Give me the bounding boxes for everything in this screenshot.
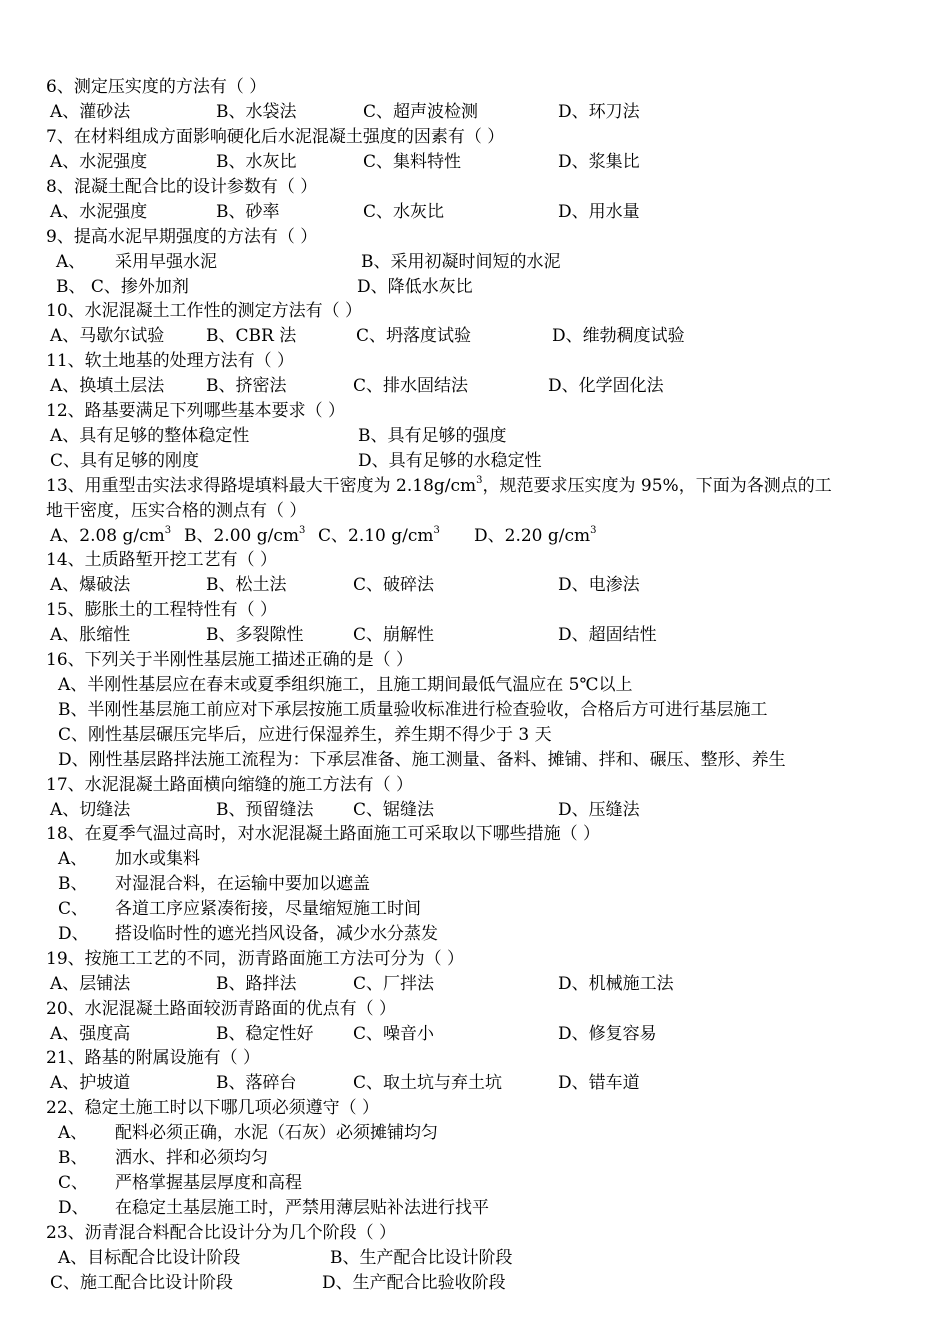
option-b: B、水袋法 <box>216 102 297 122</box>
option-text: A、2.08 g/cm <box>50 526 165 546</box>
question-stem: 18、在夏季气温过高时，对水泥混凝土路面施工可采取以下哪些措施（ ） <box>46 824 601 844</box>
option-d: D、生产配合比验收阶段 <box>322 1273 506 1293</box>
option-b: B、路拌法 <box>216 974 297 994</box>
option-a <box>50 524 171 548</box>
option-b: B、具有足够的强度 <box>358 426 507 446</box>
question-stem: 14、土质路堑开挖工艺有（ ） <box>46 550 278 570</box>
option-a-label: A、 <box>58 849 88 869</box>
option-a: A、胀缩性 <box>50 625 131 645</box>
option-a-text: 采用早强水泥 <box>115 252 217 272</box>
option-a: A、目标配合比设计阶段 <box>58 1248 241 1268</box>
question-stem-continued: 地干密度，压实合格的测点有（ ） <box>46 501 307 521</box>
question-stem: 17、水泥混凝土路面横向缩缝的施工方法有（ ） <box>46 775 414 795</box>
option-a: A、半刚性基层应在春末或夏季组织施工，且施工期间最低气温应在 5℃以上 <box>58 675 633 695</box>
option-c: C、超声波检测 <box>363 102 479 122</box>
option-a: A、换填土层法 <box>50 376 165 396</box>
question-stem: 22、稳定土施工时以下哪几项必须遵守（ ） <box>46 1098 380 1118</box>
option-b: B、水灰比 <box>216 152 297 172</box>
question-stem <box>46 474 832 498</box>
option-c: C、破碎法 <box>353 575 435 595</box>
question-stem: 16、下列关于半刚性基层施工描述正确的是（ ） <box>46 650 414 670</box>
option-c-text: 各道工序应紧凑衔接，尽量缩短施工时间 <box>115 899 421 919</box>
option-c: C、崩解性 <box>353 625 435 645</box>
option-d: D、降低水灰比 <box>357 277 473 297</box>
option-b-text: 洒水、拌和必须均匀 <box>115 1148 268 1168</box>
option-a: A、层铺法 <box>50 974 131 994</box>
option-c: C、厂拌法 <box>353 974 435 994</box>
stem-part: ，规范要求压实度为 95%，下面为各测点的工 <box>482 476 832 496</box>
option-a: A、强度高 <box>50 1024 131 1044</box>
question-stem: 11、软土地基的处理方法有（ ） <box>46 351 295 371</box>
option-c: C、施工配合比设计阶段 <box>50 1273 234 1293</box>
option-b <box>184 524 305 548</box>
option-b: B、砂率 <box>216 202 280 222</box>
option-a-label: A、 <box>56 252 86 272</box>
option-c: C、取土坑与弃土坑 <box>353 1073 503 1093</box>
option-b: B、采用初凝时间短的水泥 <box>361 252 561 272</box>
superscript: 3 <box>164 525 172 537</box>
option-a: A、水泥强度 <box>50 152 148 172</box>
option-d: D、刚性基层路拌法施工流程为：下承层准备、施工测量、备料、摊铺、拌和、碾压、整形、养生 <box>58 750 786 770</box>
superscript: 3 <box>433 525 440 537</box>
option-c: C、水灰比 <box>363 202 445 222</box>
option-a-text: 加水或集料 <box>115 849 200 869</box>
option-text: B、2.00 g/cm <box>184 526 299 546</box>
option-d: D、具有足够的水稳定性 <box>358 451 542 471</box>
option-a-text: 配料必须正确，水泥（石灰）必须摊铺均匀 <box>115 1123 438 1143</box>
option-text: D、2.20 g/cm <box>474 526 591 546</box>
option-a: A、灌砂法 <box>50 102 131 122</box>
question-stem: 23、沥青混合料配合比设计分为几个阶段（ ） <box>46 1223 397 1243</box>
option-b: B、CBR 法 <box>206 326 297 346</box>
option-a: A、切缝法 <box>50 800 131 820</box>
option-b: B、松土法 <box>206 575 287 595</box>
option-b-label: B、 <box>58 874 88 894</box>
option-text: C、2.10 g/cm <box>318 526 434 546</box>
question-stem: 15、膨胀土的工程特性有（ ） <box>46 600 278 620</box>
option-a: A、马歇尔试验 <box>50 326 165 346</box>
option-c: C、坍落度试验 <box>356 326 472 346</box>
question-stem: 6、测定压实度的方法有（ ） <box>46 77 267 97</box>
superscript: 3 <box>476 475 483 487</box>
option-b: B、生产配合比设计阶段 <box>330 1248 513 1268</box>
question-stem: 19、按施工工艺的不同，沥青路面施工方法可分为（ ） <box>46 949 465 969</box>
option-c <box>318 524 440 548</box>
option-d: D、机械施工法 <box>558 974 674 994</box>
option-d-text: 在稳定土基层施工时，严禁用薄层贴补法进行找平 <box>115 1198 489 1218</box>
option-c: C、集料特性 <box>363 152 462 172</box>
option-b-label: B、 <box>58 1148 88 1168</box>
option-a: A、水泥强度 <box>50 202 148 222</box>
question-stem: 8、混凝土配合比的设计参数有（ ） <box>46 177 318 197</box>
option-a-label: A、 <box>58 1123 88 1143</box>
option-d: D、浆集比 <box>558 152 640 172</box>
option-a: A、具有足够的整体稳定性 <box>50 426 250 446</box>
option-b: B、半刚性基层施工前应对下承层按施工质量验收标准进行检查验收，合格后方可进行基层施工 <box>58 700 768 720</box>
option-b: B、落碎台 <box>216 1073 297 1093</box>
option-b-text: 对湿混合料，在运输中要加以遮盖 <box>115 874 370 894</box>
option-a: A、护坡道 <box>50 1073 131 1093</box>
question-stem: 12、路基要满足下列哪些基本要求（ ） <box>46 401 346 421</box>
question-stem: 9、提高水泥早期强度的方法有（ ） <box>46 227 318 247</box>
option-c: C、具有足够的刚度 <box>50 451 200 471</box>
option-d: D、用水量 <box>558 202 640 222</box>
option-c-label: C、 <box>58 1173 89 1193</box>
option-d: D、环刀法 <box>558 102 640 122</box>
question-stem: 7、在材料组成方面影响硬化后水泥混凝土强度的因素有（ ） <box>46 127 505 147</box>
question-stem: 20、水泥混凝土路面较沥青路面的优点有（ ） <box>46 999 397 1019</box>
option-a: A、爆破法 <box>50 575 131 595</box>
option-c: C、刚性基层碾压完毕后，应进行保湿养生，养生期不得少于 3 天 <box>58 725 552 745</box>
option-d-text: 搭设临时性的遮光挡风设备，减少水分蒸发 <box>115 924 438 944</box>
stem-part: 13、用重型击实法求得路堤填料最大干密度为 2.18g/cm <box>46 476 477 496</box>
superscript: 3 <box>299 525 306 537</box>
question-stem: 10、水泥混凝土工作性的测定方法有（ ） <box>46 301 363 321</box>
option-b: B、稳定性好 <box>216 1024 314 1044</box>
option-d: D、化学固化法 <box>548 376 664 396</box>
option-d-label: D、 <box>58 1198 89 1218</box>
option-c: C、噪音小 <box>353 1024 435 1044</box>
option-d: D、超固结性 <box>558 625 657 645</box>
option-d: D、压缝法 <box>558 800 640 820</box>
option-d <box>474 524 597 548</box>
option-c-text: 严格掌握基层厚度和高程 <box>115 1173 302 1193</box>
option-c: B、 C、掺外加剂 <box>56 277 189 297</box>
superscript: 3 <box>590 525 597 537</box>
option-d: D、修复容易 <box>558 1024 657 1044</box>
option-c-label: C、 <box>58 899 89 919</box>
option-d: D、电渗法 <box>558 575 640 595</box>
option-b: B、多裂隙性 <box>206 625 304 645</box>
option-d-label: D、 <box>58 924 89 944</box>
option-c: C、排水固结法 <box>353 376 469 396</box>
option-d: D、错车道 <box>558 1073 640 1093</box>
option-d: D、维勃稠度试验 <box>552 326 685 346</box>
question-stem: 21、路基的附属设施有（ ） <box>46 1048 261 1068</box>
option-c: C、锯缝法 <box>353 800 435 820</box>
option-b: B、预留缝法 <box>216 800 314 820</box>
option-b: B、挤密法 <box>206 376 287 396</box>
